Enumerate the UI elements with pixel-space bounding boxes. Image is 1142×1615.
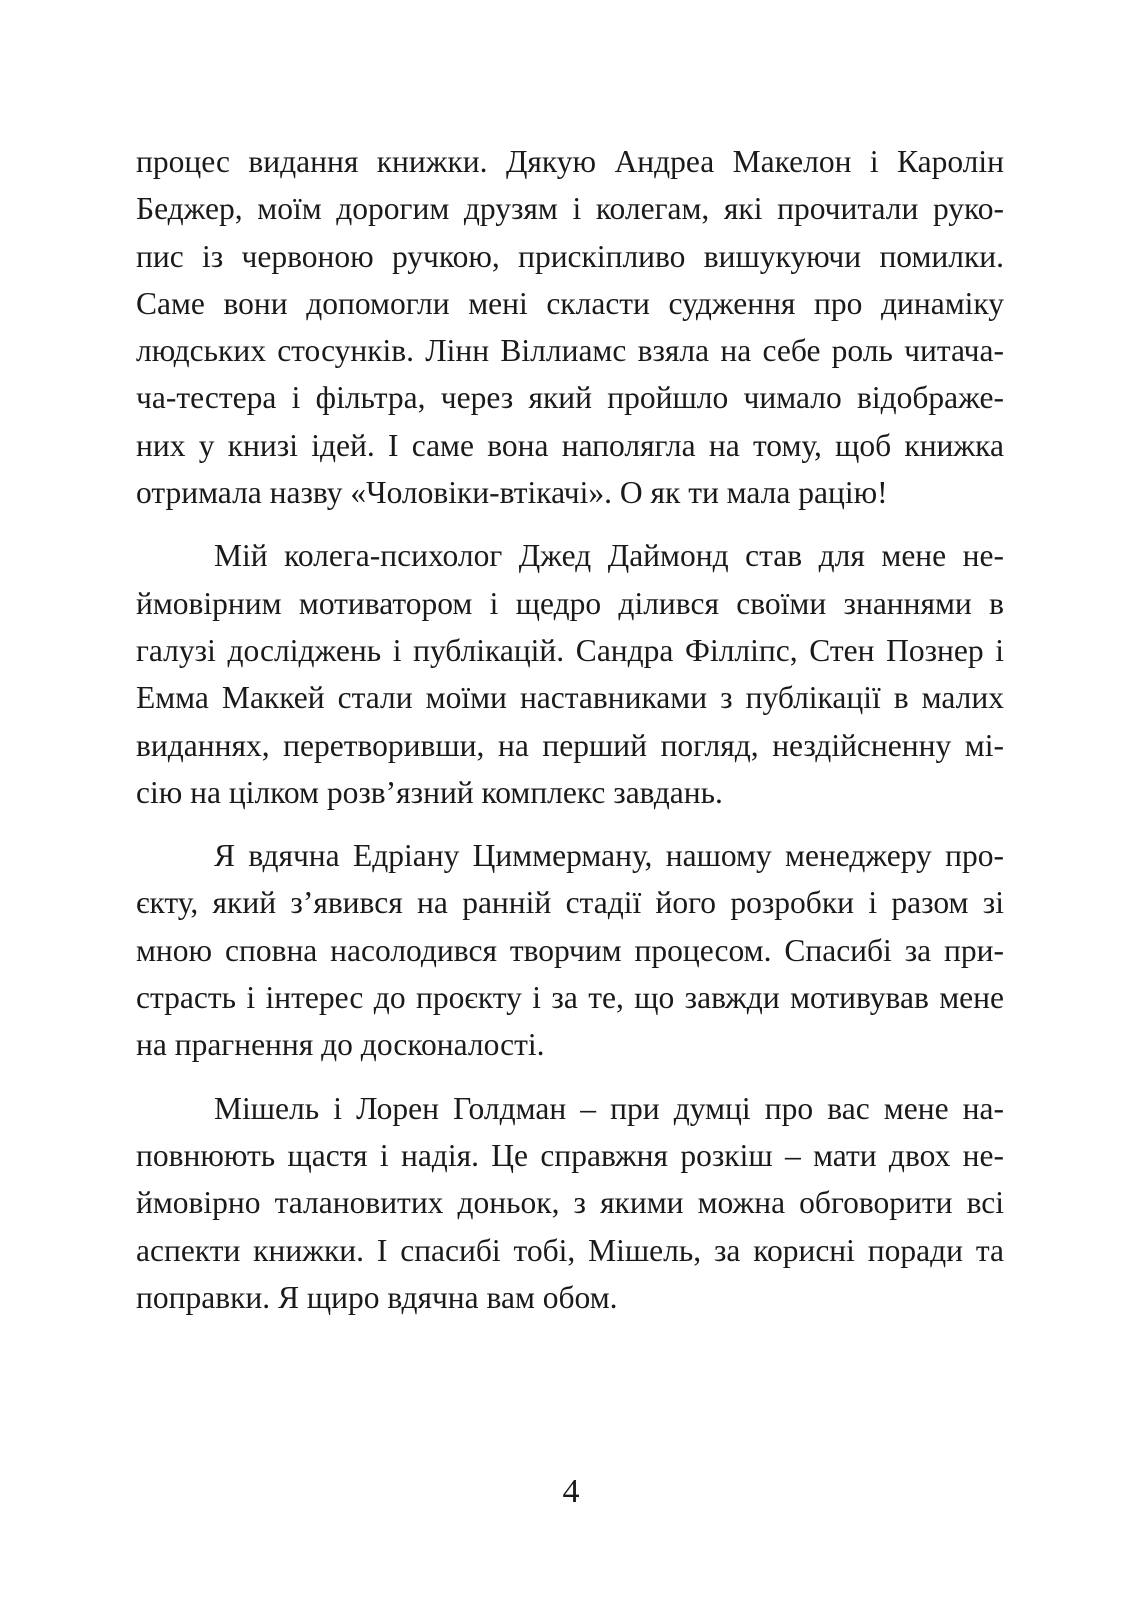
paragraph-3: [136, 832, 1004, 1068]
text-line: ймовірно талановитих доньок, з якими можна обговорити всі: [136, 1185, 1004, 1221]
text-line: Мій колега-психолог Джед Даймонд став для мене не-: [214, 538, 1004, 574]
paragraph-spacer: [136, 1069, 1004, 1085]
page-number: 4: [562, 1473, 580, 1510]
text-line: аспекти книжки. І спасибі тобі, Мішель, за корисні поради та: [136, 1232, 1004, 1268]
text-line: отримала назву «Чоловіки-втікачі». О як ти мала рацію!: [136, 475, 888, 511]
text-line: повнюють щастя і надія. Це справжня розкіш – мати двох не-: [136, 1137, 1004, 1173]
text-line: Емма Маккей стали моїми наставниками з публікації в малих: [136, 680, 1004, 716]
text-line: ча-тестера і фільтра, через який пройшло чимало відображе-: [136, 380, 1004, 416]
text-line: них у книзі ідей. І саме вона наполягла на тому, щоб книжка: [136, 427, 1004, 463]
text-line: ймовірним мотиватором і щедро ділився своїми знаннями в: [136, 585, 1004, 621]
text-line: сію на цілком розв’язний комплекс завдань.: [136, 774, 723, 810]
text-line: страсть і інтерес до проєкту і за те, що завжди мотивував мене: [136, 980, 1004, 1016]
paragraph-2: [136, 532, 1004, 816]
text-line: пис із червоною ручкою, прискіпливо вишукуючи помилки.: [136, 238, 1004, 274]
text-line: Я вдячна Едріану Циммерману, нашому менеджеру про-: [214, 838, 1004, 874]
text-line: людських стосунків. Лінн Віллиамс взяла на себе роль читача-: [136, 333, 1004, 369]
text-line: на прагнення до досконалості.: [136, 1027, 545, 1063]
text-line: Мішель і Лорен Голдман – при думці про вас мене на-: [214, 1090, 1004, 1126]
text-line: Беджер, моїм дорогим друзям і колегам, які прочитали руко-: [136, 191, 1004, 227]
paragraph-4: [136, 1085, 1004, 1321]
body-text: [136, 138, 1004, 1321]
text-line: Саме вони допомогли мені скласти судження про динаміку: [136, 285, 1004, 321]
text-line: виданнях, перетворивши, на перший погляд, нездійсненну мі-: [136, 727, 1004, 763]
text-line: поправки. Я щиро вдячна вам обом.: [136, 1279, 618, 1315]
text-line: процес видання книжки. Дякую Андреа Макелон і Каролін: [136, 144, 1004, 179]
paragraph-spacer: [136, 516, 1004, 532]
paragraph-1: [136, 138, 1004, 516]
text-line: мною сповна насолодився творчим процесом. Спасибі за при-: [136, 932, 1004, 968]
text-line: єкту, який з’явився на ранній стадії його розробки і разом зі: [136, 885, 1004, 921]
text-line: галузі досліджень і публікацій. Сандра Філліпс, Стен Познер і: [136, 632, 1004, 668]
paragraph-spacer: [136, 816, 1004, 832]
